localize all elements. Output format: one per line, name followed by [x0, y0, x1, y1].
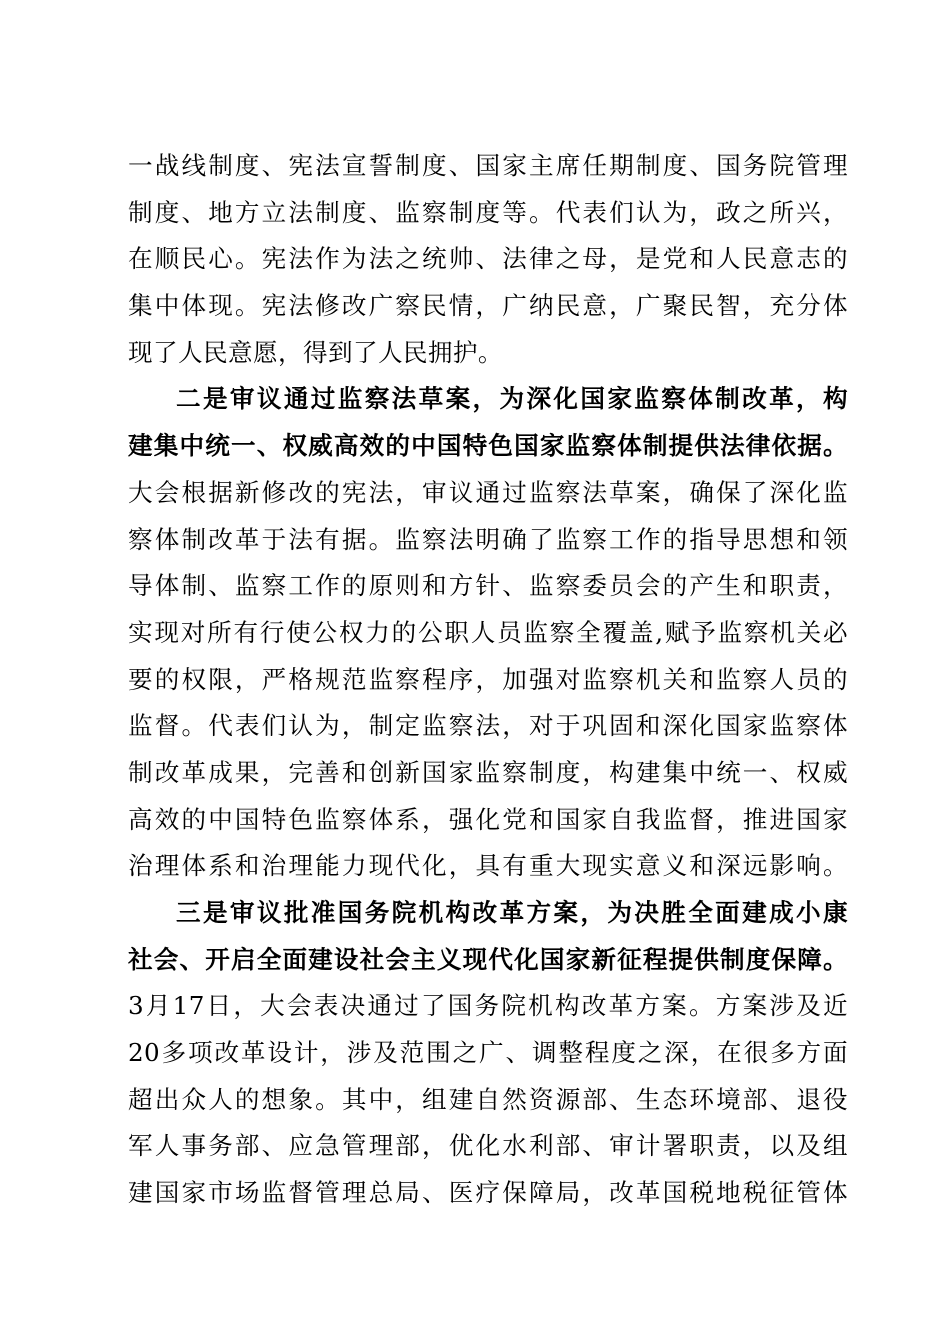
text-line: 20多项改革设计，涉及范围之广、调整程度之深，在很多方面	[128, 1038, 848, 1068]
text-line: 3月17日，大会表决通过了国务院机构改革方案。方案涉及近	[128, 991, 848, 1021]
text-line: 大会根据新修改的宪法，审议通过监察法草案，确保了深化监	[128, 477, 848, 507]
text-line: 导体制、监察工作的原则和方针、监察委员会的产生和职责，	[128, 571, 848, 601]
text-line: 察体制改革于法有据。监察法明确了监察工作的指导思想和领	[128, 524, 848, 554]
section-heading-line: 二是审议通过监察法草案，为深化国家监察体制改革，构	[176, 384, 848, 414]
text-line: 军人事务部、应急管理部，优化水利部、审计署职责，以及组	[128, 1131, 848, 1161]
text-line: 集中体现。宪法修改广察民情，广纳民意，广聚民智，充分体	[128, 291, 848, 321]
section-heading-line: 建集中统一、权威高效的中国特色国家监察体制提供法律依据。	[128, 431, 848, 461]
text-line: 要的权限，严格规范监察程序，加强对监察机关和监察人员的	[128, 664, 848, 694]
text-line: 一战线制度、宪法宣誓制度、国家主席任期制度、国务院管理	[128, 151, 848, 180]
text-line: 制改革成果，完善和创新国家监察制度，构建集中统一、权威	[128, 757, 848, 787]
text-line: 在顺民心。宪法作为法之统帅、法律之母，是党和人民意志的	[128, 244, 848, 274]
text-line: 现了人民意愿，得到了人民拥护。	[128, 337, 503, 367]
text-line: 高效的中国特色监察体系，强化党和国家自我监督，推进国家	[128, 804, 848, 834]
text-line: 监督。代表们认为，制定监察法，对于巩固和深化国家监察体	[128, 711, 848, 741]
text-line: 实现对所有行使公权力的公职人员监察全覆盖,赋予监察机关必	[128, 617, 848, 647]
section-heading-line: 社会、开启全面建设社会主义现代化国家新征程提供制度保障。	[128, 944, 848, 974]
section-heading-line: 三是审议批准国务院机构改革方案，为决胜全面建成小康	[176, 898, 848, 927]
text-line: 建国家市场监督管理总局、医疗保障局，改革国税地税征管体	[128, 1178, 848, 1208]
document-body	[128, 143, 848, 1217]
text-line: 制度、地方立法制度、监察制度等。代表们认为，政之所兴，	[128, 197, 848, 227]
text-line: 治理体系和治理能力现代化，具有重大现实意义和深远影响。	[128, 851, 848, 881]
text-line: 超出众人的想象。其中，组建自然资源部、生态环境部、退役	[128, 1084, 848, 1114]
